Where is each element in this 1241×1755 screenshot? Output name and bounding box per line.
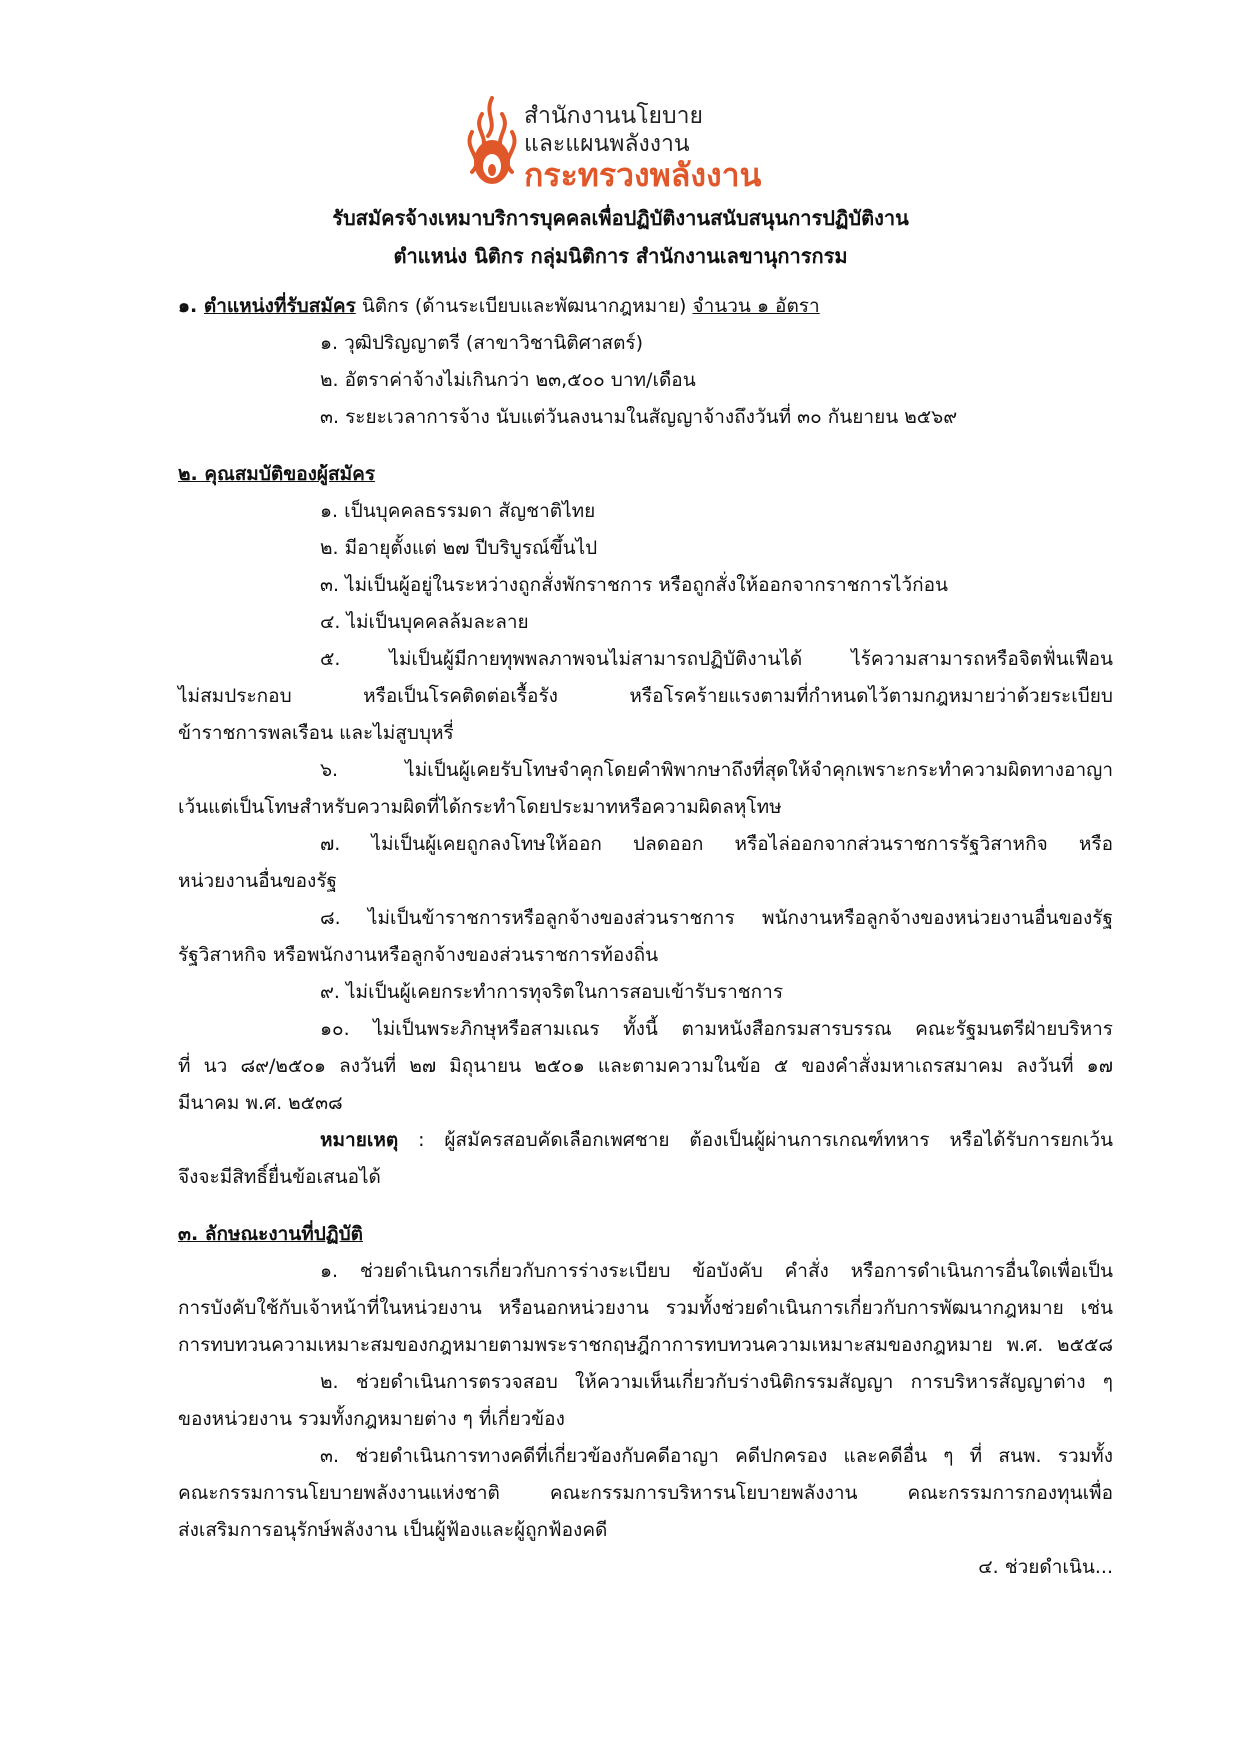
section1-label: ตำแหน่งที่รับสมัคร (203, 295, 356, 317)
qualification-item: ๑. เป็นบุคคลธรรมดา สัญชาติไทย (320, 500, 596, 522)
duty-item-cont: ส่งเสริมการอนุรักษ์พลังงาน เป็นผู้ฟ้องและผู้ถูกฟ้องคดี (178, 1519, 608, 1541)
duty-item: ๑. ช่วยดำเนินการเกี่ยวกับการร่างระเบียบ ข้อบังคับ คำสั่ง หรือการดำเนินการอื่นใดเพื่อเป็น (320, 1260, 1113, 1282)
qualification-item-cont: ที่ นว ๘๙/๒๕๐๑ ลงวันที่ ๒๗ มิถุนายน ๒๕๐๑ และตามความในข้อ ๕ ของคำสั่งมหาเถรสมาคม ลงวันที่ ๑๗ (178, 1055, 1113, 1077)
announcement-subtitle: ตำแหน่ง นิติกร กลุ่มนิติการ สำนักงานเลขานุการกรม (393, 244, 848, 268)
note-text-cont: จึงจะมีสิทธิ์ยื่นข้อเสนอได้ (178, 1166, 381, 1188)
qualification-item-cont: รัฐวิสาหกิจ หรือพนักงานหรือลูกจ้างของส่วนราชการท้องถิ่น (178, 944, 659, 966)
qualification-item-cont: หน่วยงานอื่นของรัฐ (178, 870, 338, 892)
duty-item-cont: การทบทวนความเหมาะสมของกฎหมายตามพระราชกฤษฎีกาการทบทวนความเหมาะสมของกฎหมาย พ.ศ. ๒๕๕๘ (178, 1334, 1113, 1356)
qualification-item: ๒. มีอายุตั้งแต่ ๒๗ ปีบริบูรณ์ขึ้นไป (320, 537, 598, 559)
duty-item: ๒. ช่วยดำเนินการตรวจสอบ ให้ความเห็นเกี่ยวกับร่างนิติกรรมสัญญา การบริหารสัญญาต่าง ๆ (320, 1371, 1113, 1393)
duty-item-cont: การบังคับใช้กับเจ้าหน้าที่ในหน่วยงาน หรือนอกหน่วยงาน รวมทั้งช่วยดำเนินการเกี่ยวกับการพัฒนากฎหมาย เช่น (178, 1297, 1113, 1319)
position-name: นิติกร (ด้านระเบียบและพัฒนากฎหมาย) (355, 295, 693, 317)
announcement-title: รับสมัครจ้างเหมาบริการบุคคลเพื่อปฏิบัติงานสนับสนุนการปฏิบัติงาน (332, 206, 909, 230)
section3-heading: ๓. ลักษณะงานที่ปฏิบัติ (178, 1223, 363, 1245)
continuation-marker: ๔. ช่วยดำเนิน... (978, 1556, 1113, 1578)
qualification-item: ๑๐. ไม่เป็นพระภิกษุหรือสามเณร ทั้งนี้ ตามหนังสือกรมสารบรรณ คณะรัฐมนตรีฝ่ายบริหาร (320, 1018, 1113, 1040)
qualification-item: ๓. ไม่เป็นผู้อยู่ในระหว่างถูกสั่งพักราชการ หรือถูกสั่งให้ออกจากราชการไว้ก่อน (320, 574, 949, 596)
qualification-item-cont: มีนาคม พ.ศ. ๒๕๓๘ (178, 1092, 343, 1114)
section1-item: ๓. ระยะเวลาการจ้าง นับแต่วันลงนามในสัญญาจ้างถึงวันที่ ๓๐ กันยายน ๒๕๖๙ (320, 406, 958, 428)
logo-text-line2: และแผนพลังงาน (524, 131, 690, 157)
qualification-item-cont: ข้าราชการพลเรือน และไม่สูบบุหรี่ (178, 722, 454, 744)
flame-icon (462, 92, 522, 192)
qualification-item: ๘. ไม่เป็นข้าราชการหรือลูกจ้างของส่วนราชการ พนักงานหรือลูกจ้างของหน่วยงานอื่นของรัฐ (320, 907, 1113, 929)
section1-heading (178, 288, 1113, 325)
note-label: หมายเหตุ (320, 1129, 399, 1151)
section1-item: ๑. วุฒิปริญญาตรี (สาขาวิชานิติศาสตร์) (320, 332, 644, 354)
eppo-logo (462, 92, 862, 192)
section1-item: ๒. อัตราค่าจ้างไม่เกินกว่า ๒๓,๕๐๐ บาท/เดือน (320, 369, 696, 391)
duty-item-cont: คณะกรรมการนโยบายพลังงานแห่งชาติ คณะกรรมการบริหารนโยบายพลังงาน คณะกรรมการกองทุนเพื่อ (178, 1482, 1113, 1504)
duty-item: ๓. ช่วยดำเนินการทางคดีที่เกี่ยวข้องกับคดีอาญา คดีปกครอง และคดีอื่น ๆ ที่ สนพ. รวมทั้ง (320, 1445, 1113, 1467)
duty-item-cont: ของหน่วยงาน รวมทั้งกฎหมายต่าง ๆ ที่เกี่ยวข้อง (178, 1408, 565, 1430)
logo-ministry-name: กระทรวงพลังงาน (524, 156, 762, 194)
qualification-item: ๙. ไม่เป็นผู้เคยกระทำการทุจริตในการสอบเข้ารับราชการ (320, 981, 784, 1003)
position-count: จำนวน ๑ อัตรา (692, 295, 820, 317)
qualification-item: ๕. ไม่เป็นผู้มีกายทุพพลภาพจนไม่สามารถปฏิบัติงานได้ ไร้ความสามารถหรือจิตฟั่นเฟือน (320, 648, 1113, 670)
qualification-item: ๗. ไม่เป็นผู้เคยถูกลงโทษให้ออก ปลดออก หรือไล่ออกจากส่วนราชการรัฐวิสาหกิจ หรือ (320, 833, 1113, 855)
section1-number: ๑. (178, 295, 204, 317)
qualification-item-cont: เว้นแต่เป็นโทษสำหรับความผิดที่ได้กระทำโดยประมาทหรือความผิดลหุโทษ (178, 796, 782, 818)
logo-text-line1: สำนักงานนโยบาย (524, 103, 704, 129)
section2-heading: ๒. คุณสมบัติของผู้สมัคร (178, 463, 376, 485)
qualification-item: ๔. ไม่เป็นบุคคลล้มละลาย (320, 611, 529, 633)
qualification-item-cont: ไม่สมประกอบ หรือเป็นโรคติดต่อเรื้อรัง หรือโรคร้ายแรงตามที่กำหนดไว้ตามกฎหมายว่าด้วยระเบียบ (178, 685, 1113, 707)
document-body (178, 288, 1113, 1586)
note-text: : ผู้สมัครสอบคัดเลือกเพศชาย ต้องเป็นผู้ผ่านการเกณฑ์ทหาร หรือได้รับการยกเว้น (398, 1129, 1113, 1151)
note-paragraph (178, 1122, 1113, 1159)
qualification-item: ๖. ไม่เป็นผู้เคยรับโทษจำคุกโดยคำพิพากษาถึงที่สุดให้จำคุกเพราะกระทำความผิดทางอาญา (320, 759, 1113, 781)
